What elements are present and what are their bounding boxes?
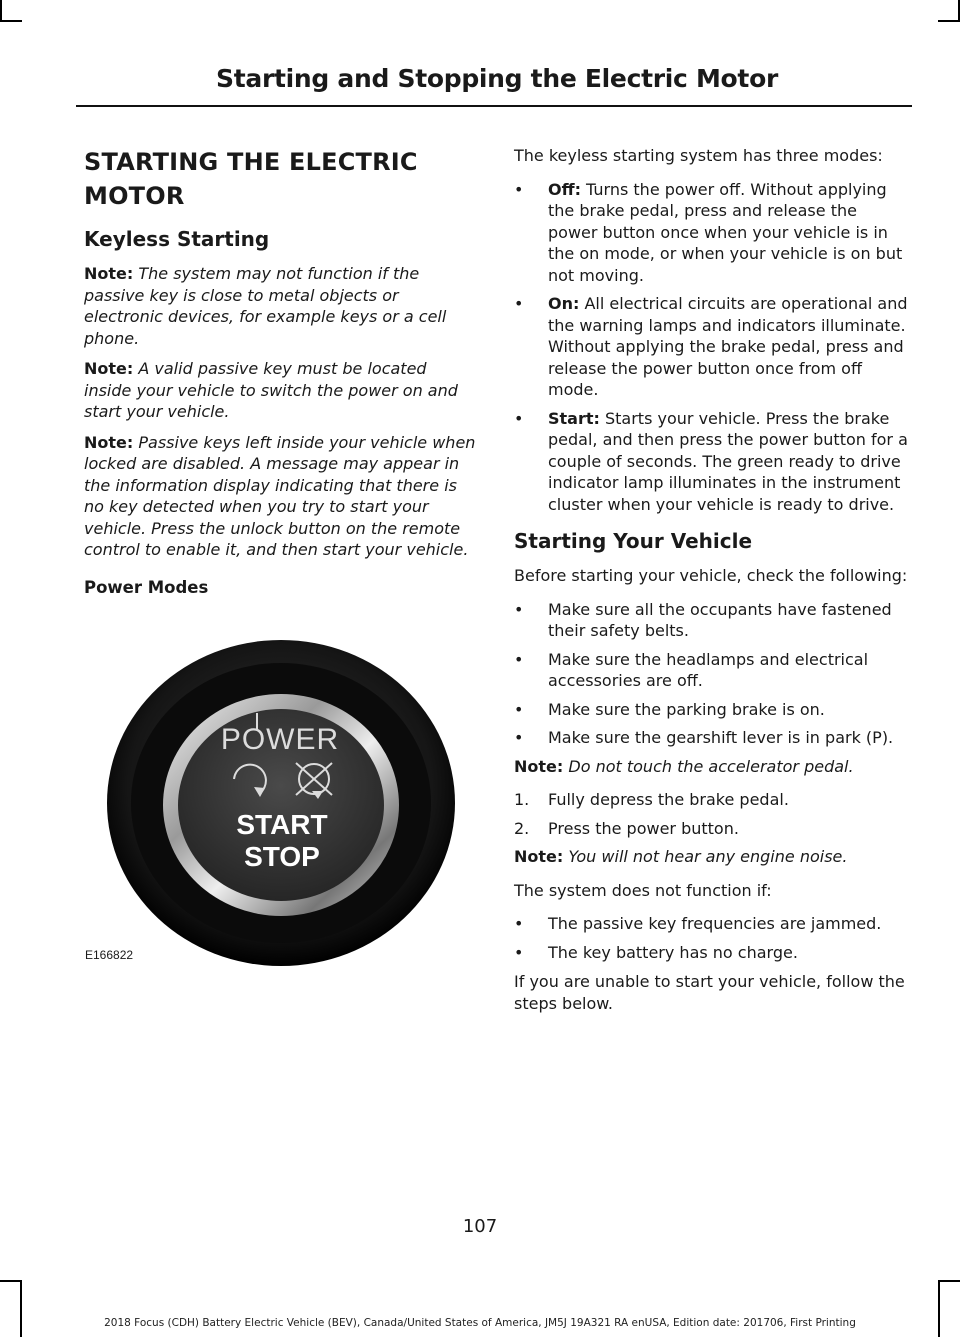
modes-list: [514, 179, 910, 516]
page-number: 107: [462, 1216, 498, 1237]
power-button-illustration: [84, 633, 476, 968]
subheading-power-modes: Power Modes: [84, 577, 209, 597]
crop-mark: [938, 1280, 960, 1282]
button-text-start: START: [236, 809, 328, 840]
paragraph: The system does not function if:: [514, 880, 772, 900]
subsection-heading: Starting Your Vehicle: [514, 529, 753, 553]
header-rule: [76, 105, 912, 107]
mode-term: Start:: [548, 408, 600, 428]
button-text-stop: STOP: [244, 841, 320, 872]
button-text-power: POWER: [220, 723, 340, 756]
list-item: • The passive key frequencies are jammed.: [514, 913, 910, 935]
note-label: Note:: [514, 756, 564, 776]
mode-text: Turns the power off. Without applying the brake pedal, press and release the power button once when your vehicle is in the on mode, or when your vehicle is on but not moving.: [548, 179, 903, 285]
step-text: Fully depress the brake pedal.: [548, 790, 789, 809]
note: [84, 432, 476, 561]
crop-mark: [0, 20, 22, 22]
note: [514, 846, 910, 868]
running-header-title: Starting and Stopping the Electric Motor: [216, 64, 778, 93]
figure-id: E166822: [85, 948, 134, 962]
step-item: [514, 818, 910, 840]
list-item: [514, 179, 910, 287]
step-number: 1.: [514, 790, 530, 809]
note-text: Passive keys left inside your vehicle when locked are disabled. A message may appear in the information display indicating that there is no key detected when you try to start your vehicle. Press the unlock button on the remote control to enable it, and then start your vehicle.: [84, 432, 476, 559]
mode-term: On:: [548, 294, 580, 313]
list-item: • Make sure all the occupants have fastened their safety belts.: [514, 599, 910, 642]
note: [84, 358, 476, 423]
crop-mark: [0, 0, 2, 22]
step-text: Press the power button.: [548, 818, 739, 838]
checklist: [514, 599, 910, 749]
subsection-heading: Keyless Starting: [84, 227, 270, 251]
step-item: [514, 789, 910, 811]
step-number: 2.: [514, 818, 530, 838]
note: [514, 756, 910, 778]
steps-list: [514, 789, 910, 839]
note-label: Note:: [84, 264, 134, 283]
mode-text: Starts your vehicle. Press the brake pedal, and then press the power button for a couple of seconds. The green ready to drive indicator lamp illuminates in the instrument cluster when your vehicle is ready to drive.: [548, 408, 908, 514]
note-text: Do not touch the accelerator pedal.: [568, 756, 854, 776]
paragraph: Before starting your vehicle, check the following:: [514, 566, 908, 585]
paragraph: If you are unable to start your vehicle, follow the steps below.: [514, 972, 905, 1013]
footer-edition-info: 2018 Focus (CDH) Battery Electric Vehicle (BEV), Canada/United States of America, JM5J 19A321 RA enUSA, Edition date: 201706, First Printing: [104, 1317, 856, 1329]
list-item: • The key battery has no charge.: [514, 942, 910, 964]
fail-list: [514, 913, 910, 963]
note-label: Note:: [84, 359, 134, 378]
crop-mark: [0, 1280, 22, 1282]
list-item: [514, 293, 910, 401]
crop-mark: [938, 20, 960, 22]
mode-text: All electrical circuits are operational and the warning lamps and indicators illuminate. Without applying the brake pedal, press and release the power button once from off mode.: [548, 294, 908, 399]
paragraph: The keyless starting system has three modes:: [514, 146, 883, 165]
note-label: Note:: [84, 432, 134, 452]
note: [84, 263, 476, 349]
note-text: A valid passive key must be located inside your vehicle to switch the power on and start your vehicle.: [84, 359, 458, 421]
left-column: [84, 145, 476, 962]
right-column: [514, 145, 910, 1023]
list-item: • Make sure the headlamps and electrical accessories are off.: [514, 649, 910, 692]
note-text: The system may not function if the passive key is close to metal objects or electronic devices, for example keys or a cell phone.: [84, 264, 447, 348]
power-button-graphic: [84, 633, 476, 968]
note-text: You will not hear any engine noise.: [568, 847, 848, 866]
section-heading: STARTING THE ELECTRIC MOTOR: [84, 148, 418, 210]
list-item: • Make sure the gearshift lever is in park (P).: [514, 727, 910, 749]
list-item: [514, 408, 910, 516]
note-label: Note:: [514, 847, 564, 866]
mode-term: Off:: [548, 179, 581, 199]
list-item: • Make sure the parking brake is on.: [514, 699, 910, 721]
